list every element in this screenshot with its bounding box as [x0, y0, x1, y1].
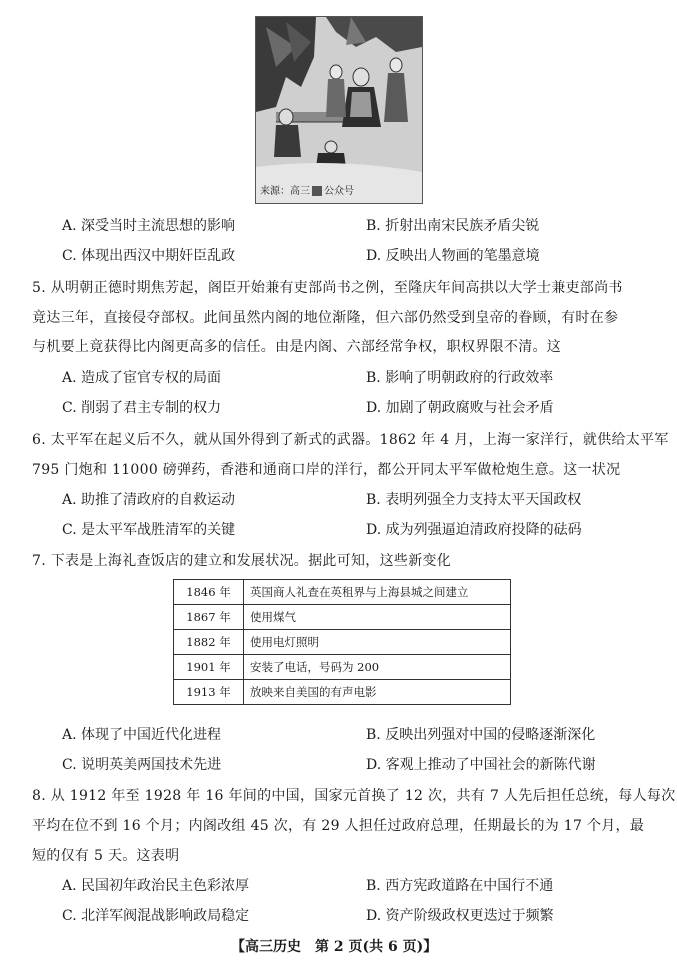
q7-option-c: C. 说明英美两国技术先进 — [62, 757, 222, 773]
q5-stem-line-2: 竟达三年，直接侵夺部权。此间虽然内阁的地位渐隆，但六部仍然受到皇帝的眷顾，有时在参 — [32, 310, 619, 326]
q8-option-c: C. 北洋军阀混战影响政局稳定 — [62, 908, 250, 924]
q5-option-b: B. 影响了明朝政府的行政效率 — [366, 370, 554, 386]
q5-option-d: D. 加剧了朝政腐败与社会矛盾 — [366, 400, 554, 416]
q6-option-c: C. 是太平军战胜清军的关键 — [62, 522, 236, 538]
table-event-cell: 安装了电话，号码为 200 — [244, 655, 511, 680]
q5-stem-line-3: 与机要上竟获得比内阁更高多的信任。由是内阁、六部经常争权，职权界限不清。这 — [32, 339, 562, 355]
q4-option-b: B. 折射出南宋民族矛盾尖锐 — [366, 218, 540, 234]
q8-stem-line-2: 平均在位不到 16 个月；内阁改组 45 次，有 29 人担任过政府总理，任期最长的为 17 个月，最 — [32, 818, 645, 834]
table-row — [174, 630, 511, 655]
q7-option-d: D. 客观上推动了中国社会的新陈代谢 — [366, 757, 596, 773]
q6-stem-line-1: 6. 太平军在起义后不久，就从国外得到了新式的武器。1862 年 4 月，上海一家洋行，就供给太平军 — [32, 432, 669, 448]
q6-option-a: A. 助推了清政府的自救运动 — [62, 492, 236, 508]
q8-option-a: A. 民国初年政治民主色彩浓厚 — [62, 878, 250, 894]
hotel-history-table — [173, 579, 511, 705]
table-year-cell: 1882 年 — [174, 630, 244, 655]
page-footer: 【高三历史 第 2 页(共 6 页)】 — [231, 939, 438, 955]
q4-option-d: D. 反映出人物画的笔墨意境 — [366, 248, 540, 264]
table-event-cell: 英国商人礼查在英租界与上海县城之间建立 — [244, 580, 511, 605]
q5-stem-line-1: 5. 从明朝正德时期焦芳起，阁臣开始兼有吏部尚书之例，至隆庆年间高拱以大学士兼吏部尚书 — [32, 280, 623, 296]
table-row — [174, 580, 511, 605]
q4-option-a: A. 深受当时主流思想的影响 — [62, 218, 236, 234]
painting-image — [256, 17, 422, 203]
q7-stem-line: 7. 下表是上海礼查饭店的建立和发展状况。据此可知，这些新变化 — [32, 553, 452, 569]
painting-illustration — [255, 16, 423, 204]
q8-option-b: B. 西方宪政道路在中国行不通 — [366, 878, 554, 894]
q6-option-b: B. 表明列强全力支持太平天国政权 — [366, 492, 582, 508]
figure-caption: 来源：高三 公众号 — [260, 186, 354, 197]
table-year-cell: 1901 年 — [174, 655, 244, 680]
q6-stem-line-2: 795 门炮和 11000 磅弹药，香港和通商口岸的洋行，都公开同太平军做枪炮生意。这一状况 — [32, 462, 621, 478]
table-year-cell: 1913 年 — [174, 680, 244, 705]
table-row — [174, 605, 511, 630]
table-year-cell: 1846 年 — [174, 580, 244, 605]
q6-option-d: D. 成为列强逼迫清政府投降的砝码 — [366, 522, 582, 538]
table-row — [174, 655, 511, 680]
table-row — [174, 680, 511, 705]
q8-stem-line-1: 8. 从 1912 年至 1928 年 16 年间的中国，国家元首换了 12 次，共有 7 人先后担任总统，每人每次 — [32, 788, 676, 804]
q7-option-b: B. 反映出列强对中国的侵略逐渐深化 — [366, 727, 596, 743]
table-event-cell: 放映来自美国的有声电影 — [244, 680, 511, 705]
q5-option-c: C. 削弱了君主专制的权力 — [62, 400, 222, 416]
q8-option-d: D. 资产阶级政权更迭过于频繁 — [366, 908, 554, 924]
q8-stem-line-3: 短的仅有 5 天。这表明 — [32, 848, 180, 864]
q5-option-a: A. 造成了宦官专权的局面 — [62, 370, 222, 386]
table-event-cell: 使用煤气 — [244, 605, 511, 630]
q4-option-c: C. 体现出西汉中期奸臣乱政 — [62, 248, 236, 264]
table-year-cell: 1867 年 — [174, 605, 244, 630]
q7-option-a: A. 体现了中国近代化进程 — [62, 727, 222, 743]
table-event-cell: 使用电灯照明 — [244, 630, 511, 655]
